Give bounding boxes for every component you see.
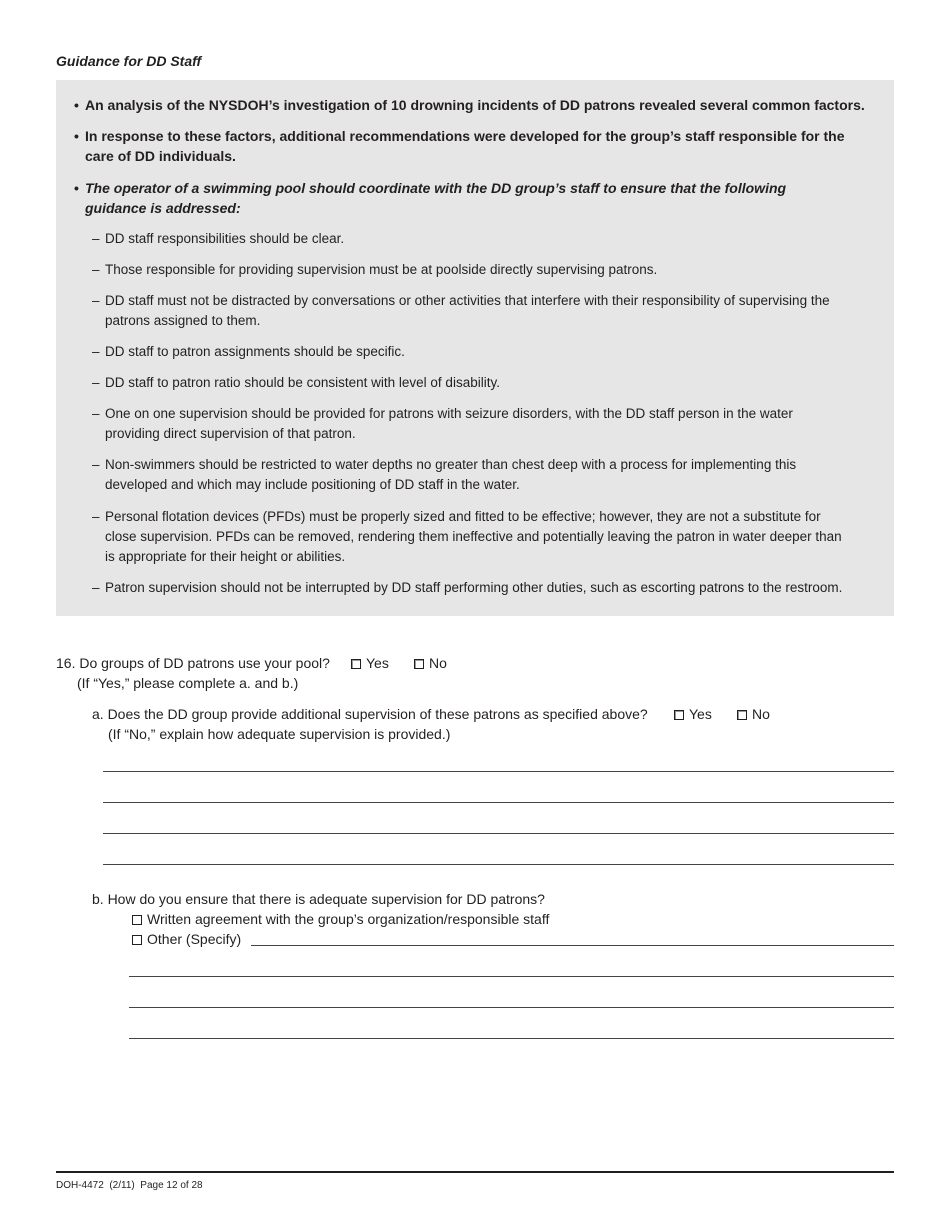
guidance-bullet: • The operator of a swimming pool should coordinate with the DD group’s staff to ensure that the following guidance is addressed: — [74, 180, 787, 216]
guidance-item: – DD staff responsibilities should be clear. — [92, 231, 345, 246]
guidance-bullet: • An analysis of the NYSDOH’s investigation of 10 drowning incidents of DD patrons revealed several common factors. — [74, 97, 865, 113]
q16a-no-option[interactable]: No — [737, 704, 770, 724]
q16-no-checkbox[interactable] — [414, 659, 424, 669]
guidance-item: – Patron supervision should not be interrupted by DD staff performing other duties, such as escorting patrons to the restroom. — [92, 580, 843, 595]
q16b-answer-line[interactable] — [129, 1038, 894, 1039]
q16b-other-checkbox[interactable] — [132, 935, 142, 945]
guidance-item: – DD staff to patron ratio should be consistent with level of disability. — [92, 375, 500, 390]
q16-yes-checkbox[interactable] — [351, 659, 361, 669]
guidance-item: – DD staff must not be distracted by conversations or other activities that interfere with their responsibility of supervising the patrons assigned to them. — [92, 293, 830, 328]
guidance-bullet: • In response to these factors, additional recommendations were developed for the group’s staff responsible for the care of DD individuals. — [74, 128, 845, 164]
footer-divider — [56, 1171, 894, 1173]
q16b-answer-line[interactable] — [129, 976, 894, 977]
q16b-written-agreement-checkbox[interactable] — [132, 915, 142, 925]
q16a-answer-line[interactable] — [103, 802, 894, 803]
q16b-other-specify-line[interactable] — [251, 945, 894, 946]
guidance-item: – Personal flotation devices (PFDs) must be properly sized and fitted to be effective; however, they are not a substitute for close supervision. PFDs can be removed, rendering them ineffective and potentially leaving the patron in water deeper than is appropriate for their height or abilities. — [92, 509, 842, 564]
footer-form-id: DOH-4472 (2/11) Page 12 of 28 — [56, 1180, 203, 1191]
bullet-marker: • — [74, 180, 79, 196]
q16b-written-agreement-option[interactable]: Written agreement with the group’s organization/responsible staff — [132, 909, 549, 929]
question-16b: b. How do you ensure that there is adequate supervision for DD patrons? — [92, 891, 545, 907]
q16a-answer-line[interactable] — [103, 833, 894, 834]
question-16a-note: (If “No,” explain how adequate supervision is provided.) — [108, 726, 451, 742]
q16-no-option[interactable]: No — [414, 653, 447, 673]
q16b-answer-line[interactable] — [129, 1007, 894, 1008]
question-16-note: (If “Yes,” please complete a. and b.) — [77, 675, 299, 691]
bullet-marker: • — [74, 97, 79, 113]
q16a-yes-option[interactable]: Yes — [674, 704, 712, 724]
guidance-item: – Non-swimmers should be restricted to water depths no greater than chest deep with a process for implementing this developed and which may include positioning of DD staff in the water. — [92, 457, 797, 492]
question-16a: a. Does the DD group provide additional supervision of these patrons as specified above? — [92, 706, 648, 722]
section-heading: Guidance for DD Staff — [56, 53, 202, 69]
q16b-other-option[interactable]: Other (Specify) — [132, 929, 241, 949]
q16a-answer-line[interactable] — [103, 771, 894, 772]
q16-yes-option[interactable]: Yes — [351, 653, 389, 673]
guidance-item: – One on one supervision should be provided for patrons with seizure disorders, with the DD staff person in the water providing direct supervision of that patron. — [92, 406, 793, 441]
guidance-item: – Those responsible for providing supervision must be at poolside directly supervising patrons. — [92, 262, 658, 277]
q16a-no-checkbox[interactable] — [737, 710, 747, 720]
q16a-yes-checkbox[interactable] — [674, 710, 684, 720]
guidance-item: – DD staff to patron assignments should be specific. — [92, 344, 405, 359]
question-16: 16. Do groups of DD patrons use your pool? — [56, 655, 330, 671]
q16a-answer-line[interactable] — [103, 864, 894, 865]
bullet-marker: • — [74, 128, 79, 144]
